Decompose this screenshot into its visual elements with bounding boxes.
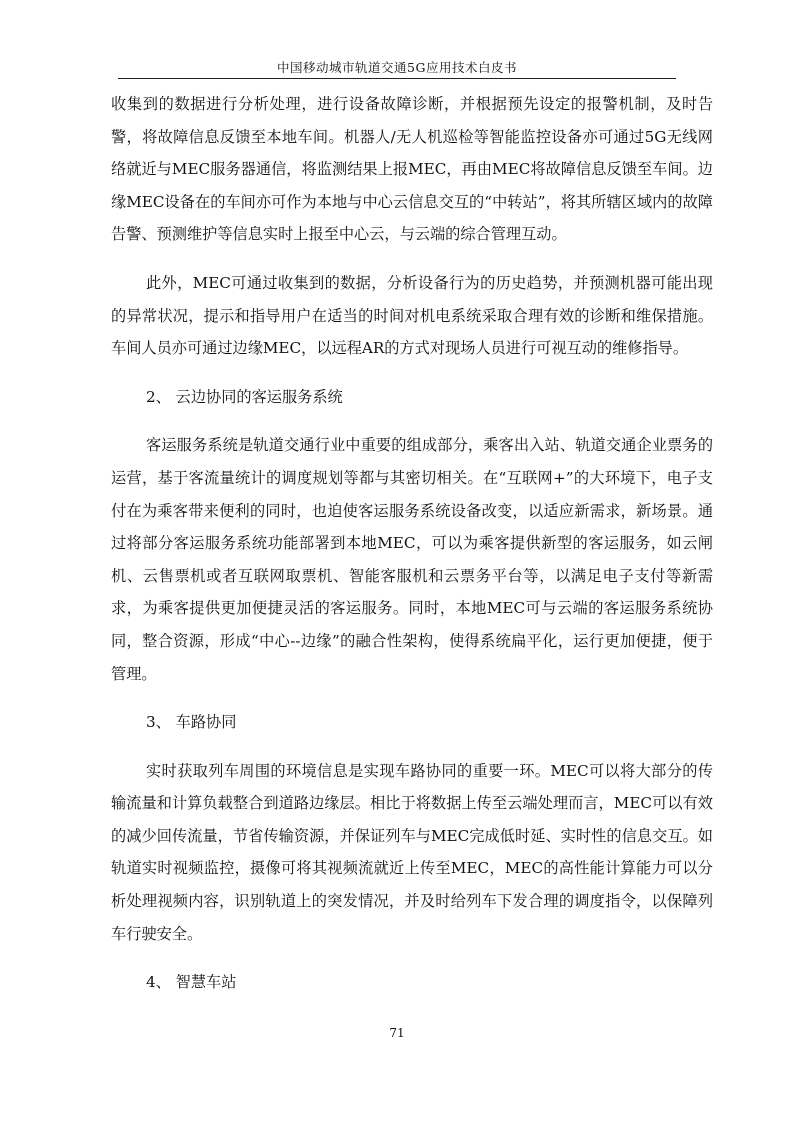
paragraph-passenger-service: 客运服务系统是轨道交通行业中重要的组成部分，乘客出入站、轨道交通企业票务的运营，基于客流量统计的调度规划等都与其密切相关。在“互联网+”的大环境下，电子支付在为乘客带来便利的同时，也迫使客运服务系统设备改变，以适应新需求，新场景。通过将部分客运服务系统功能部署到本地MEC，可以为乘客提供新型的客运服务，如云闸机、云售票机或者互联网取票机、智能客服机和云票务平台等，以满足电子支付等新需求，为乘客提供更加便捷灵活的客运服务。同时，本地MEC可与云端的客运服务系统协同，整合资源，形成“中心--边缘”的融合性架构，使得系统扁平化，运行更加便捷，便于管理。 <box>111 436 713 683</box>
paragraph-spacer <box>111 413 713 429</box>
paragraph-vehicle-road: 实时获取列车周围的环境信息是实现车路协同的重要一环。MEC可以将大部分的传输流量和计算负载整合到道路边缘层。相比于将数据上传至云端处理而言，MEC可以有效的减少回传流量，节省传输资源，并保证列车与MEC完成低时延、实时性的信息交互。如轨道实时视频监控，摄像可将其视频流就近上传至MEC，MEC的高性能计算能力可以分析处理视频内容，识别轨道上的突发情况，并及时给列车下发合理的调度指令，以保障列车行驶安全。 <box>111 761 713 943</box>
paragraph-spacer <box>111 739 713 755</box>
document-body <box>111 88 713 999</box>
paragraph-spacer <box>111 251 713 267</box>
paragraph-spacer <box>111 950 713 966</box>
section-heading-smart-station: 4、 智慧车站 <box>146 973 237 992</box>
paragraph-predictive-maintenance: 此外，MEC可通过收集到的数据，分析设备行为的历史趋势，并预测机器可能出现的异常状况，提示和指导用户在适当的时间对机电系统采取合理有效的诊断和维保措施。车间人员亦可通过边缘MEC，以远程AR的方式对现场人员进行可视互动的维修指导。 <box>111 273 713 358</box>
paragraph-spacer <box>111 690 713 706</box>
page-header: 中国移动城市轨道交通5G应用技术白皮书 <box>277 60 517 75</box>
page-number: 71 <box>389 1026 405 1040</box>
header-divider <box>118 78 676 79</box>
paragraph-spacer <box>111 365 713 381</box>
section-heading-passenger-service: 2、 云边协同的客运服务系统 <box>146 387 343 406</box>
paragraph-fault-diagnosis: 收集到的数据进行分析处理，进行设备故障诊断，并根据预先设定的报警机制，及时告警，将故障信息反馈至本地车间。机器人/无人机巡检等智能监控设备亦可通过5G无线网络就近与MEC服务器通信，将监测结果上报MEC，再由MEC将故障信息反馈至车间。边缘MEC设备在的车间亦可作为本地与中心云信息交互的“中转站”，将其所辖区域内的故障告警、预测维护等信息实时上报至中心云，与云端的综合管理互动。 <box>111 95 713 244</box>
section-heading-vehicle-road: 3、 车路协同 <box>146 713 237 732</box>
